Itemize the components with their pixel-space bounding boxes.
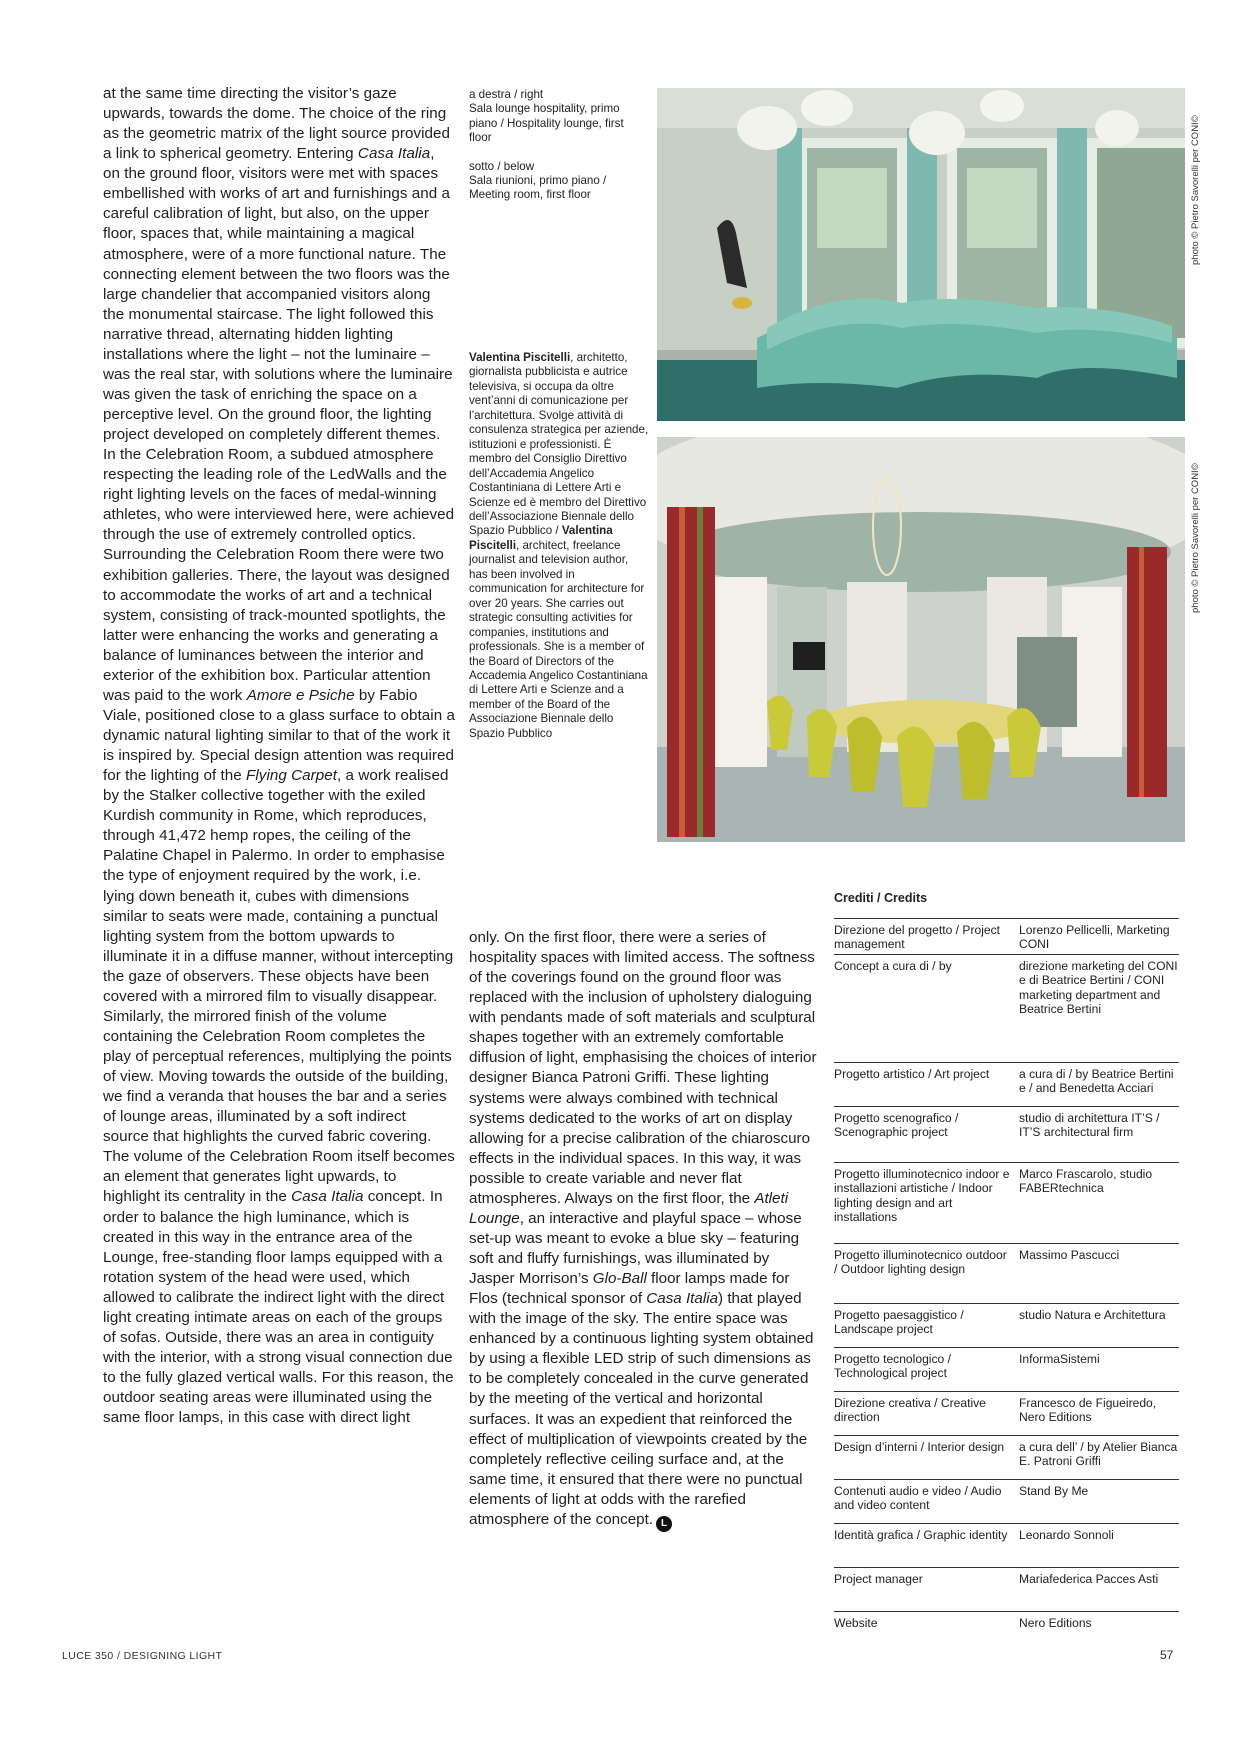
end-of-article-icon: L <box>656 1516 672 1532</box>
credit-row: Direzione del progetto / Project management Lorenzo Pellicelli, Marketing CONI <box>834 918 1179 954</box>
author-bio: Valentina Piscitelli, architetto, giornalista pubblicista e autrice televisiva, si occupa da oltre vent’anni di comunicazione per l’architettura. Svolge attività di consulenza strategica per aziende, istituzioni e professionisti. È membro del Consiglio Direttivo dell’Accademia Angelico Costantiniana di Lettere Arti e Scienze ed è membro del Direttivo dell’Associazione Biennale dello Spazio Pubblico / Valentina Piscitelli, architect, freelance journalist and television author, has been involved in communication for architecture for over 20 years. She carries out strategic consulting activities for companies, institutions and professionals. She is a member of the Board of Directors of the Accademia Angelico Costantiniana di Lettere Arti e Scienze and a member of the Board of the Associazione Biennale dello Spazio Pubblico <box>469 351 649 740</box>
credit-row: Design d’interni / Interior design a cura dell’ / by Atelier Bianca E. Patroni Griffi <box>834 1435 1179 1479</box>
credits-title: Crediti / Credits <box>834 891 928 905</box>
credit-row: Progetto illuminotecnico outdoor / Outdoor lighting design Massimo Pascucci <box>834 1243 1179 1303</box>
credit-row: Contenuti audio e video / Audio and video content Stand By Me <box>834 1479 1179 1523</box>
photo-captions <box>469 88 649 203</box>
credit-row: Progetto scenografico / Scenographic project studio di architettura IT’S / IT’S architectural firm <box>834 1106 1179 1162</box>
credit-row: Progetto tecnologico / Technological project InformaSistemi <box>834 1347 1179 1391</box>
credit-row: Progetto illuminotecnico indoor e installazioni artistiche / Indoor lighting design and art installations Marco Frascarolo, studio FABERtechnica <box>834 1162 1179 1243</box>
credit-row: Direzione creativa / Creative direction Francesco de Figueiredo, Nero Editions <box>834 1391 1179 1435</box>
credit-row: Progetto paesaggistico / Landscape project studio Natura e Architettura <box>834 1303 1179 1347</box>
caption-below: sotto / below Sala riunioni, primo piano / Meeting room, first floor <box>469 159 607 202</box>
hospitality-lounge-photo <box>657 88 1185 421</box>
page-number: 57 <box>1160 1648 1174 1662</box>
credit-row: Progetto artistico / Art project a cura di / by Beatrice Bertini e / and Benedetta Acciari <box>834 1062 1179 1106</box>
article-paragraph: only. On the first floor, there were a series of hospitality spaces with limited access. The softness of the coverings found on the ground floor was replaced with the inclusion of upholstery dialoguing with pendants made of soft materials and sculptural shapes together with an extremely comfortable diffusion of light, emphasising the choices of interior designer Bianca Patroni Griffi. These lighting systems were always combined with technical systems dedicated to the works of art on display allowing for a precise calibration of the chiaroscuro effects in the individual spaces. In this way, it was possible to create variable and never flat atmospheres. Always on the first floor, the Atleti Lounge, an interactive and playful space – whose set-up was meant to evoke a blue sky – featuring soft and fluffy furnishings, was illuminated by Jasper Morrison’s Glo-Ball floor lamps made for Flos (technical sponsor of Casa Italia) that played with the image of the sky. The entire space was enhanced by a continuous lighting system obtained by using a flexible LED strip of such dimensions as to be completely concealed in the curve generated by the meeting of the vertical and horizontal surfaces. It was an expedient that reinforced the effect of multiplication of viewpoints created by the completely reflective ceiling surface and, at the same time, it ensured that there were no punctual elements of light at odds with the rarefied atmosphere of the concept. L <box>469 928 817 1532</box>
magazine-footer: LUCE 350 / DESIGNING LIGHT <box>62 1650 223 1662</box>
credits-table <box>834 891 1179 1641</box>
credit-row: Project manager Mariafederica Pacces Asti <box>834 1567 1179 1611</box>
credit-row: Identità grafica / Graphic identity Leonardo Sonnoli <box>834 1523 1179 1567</box>
article-second-column <box>469 928 817 1532</box>
credit-row: Website Nero Editions <box>834 1611 1179 1641</box>
article-main-column <box>103 84 455 1428</box>
meeting-room-photo <box>657 437 1185 842</box>
article-paragraph: at the same time directing the visitor’s gaze upwards, towards the dome. The choice of the ring as the geometric matrix of the light source provided a link to spherical geometry. Entering Casa Italia, on the ground floor, visitors were met with spaces embellished with works of art and furnishings and a careful calibration of light, but also, on the upper floor, spaces that, while maintaining a magical atmosphere, were of a more functional nature. The connecting element between the two floors was the large chandelier that accompanied visitors along the monumental staircase. The light followed this narrative thread, alternating hidden lighting installations where the light – not the luminaire – was the real star, with solutions where the luminaire was given the task of enriching the space on a perceptive level. On the ground floor, the lighting project developed on completely different themes. In the Celebration Room, a subdued atmosphere respecting the leading role of the LedWalls and the right lighting levels on the faces of medal-winning athletes, who were interviewed here, were achieved through the use of extremely controlled optics. Surrounding the Celebration Room there were two exhibition galleries. There, the layout was designed to accommodate the works of art and a technical system, consisting of track-mounted spotlights, the latter were enhancing the works and generating a balance of luminances between the interior and exterior of the exhibition box. Particular attention was paid to the work Amore e Psiche by Fabio Viale, positioned close to a glass surface to obtain a dynamic natural lighting similar to that of the work it is inspired by. Special design attention was required for the lighting of the Flying Carpet, a work realised by the Stalker collective together with the exiled Kurdish community in Rome, which reproduces, through 41,472 hemp ropes, the ceiling of the Palatine Chapel in Palermo. In order to emphasise the type of enjoyment required by the work, i.e. lying down beneath it, cubes with dimensions similar to seats were made, containing a punctual lighting system from the bottom upwards to illuminate it in a diffuse manner, without intercepting the gaze of observers. These objects have been covered with a mirrored film to visually disappear. Similarly, the mirrored finish of the volume containing the Celebration Room completes the play of perceptual references, multiplying the points of view. Moving towards the outside of the building, we find a veranda that houses the bar and a series of lounge areas, illuminated by a soft indirect source that highlights the curved fabric covering. The volume of the Celebration Room itself becomes an element that generates light upwards, to highlight its centrality in the Casa Italia concept. In order to balance the high luminance, which is created in this way in the entrance area of the Lounge, free-standing floor lamps equipped with a rotation system of the head were used, which allowed to calibrate the indirect light with the direct light creating intimate areas on each of the groups of sofas. Outside, there was an area in contiguity with the interior, with a strong visual connection due to the fully glazed vertical walls. For this reason, the outdoor seating areas were illuminated using the same floor lamps, in this case with direct light <box>103 85 455 1427</box>
credit-row: Concept a cura di / by direzione marketing del CONI e di Beatrice Bertini / CONI marketing department and Beatrice Bertini <box>834 954 1179 1062</box>
caption-right: a destra / right Sala lounge hospitality, primo piano / Hospitality lounge, first floor <box>469 88 624 145</box>
